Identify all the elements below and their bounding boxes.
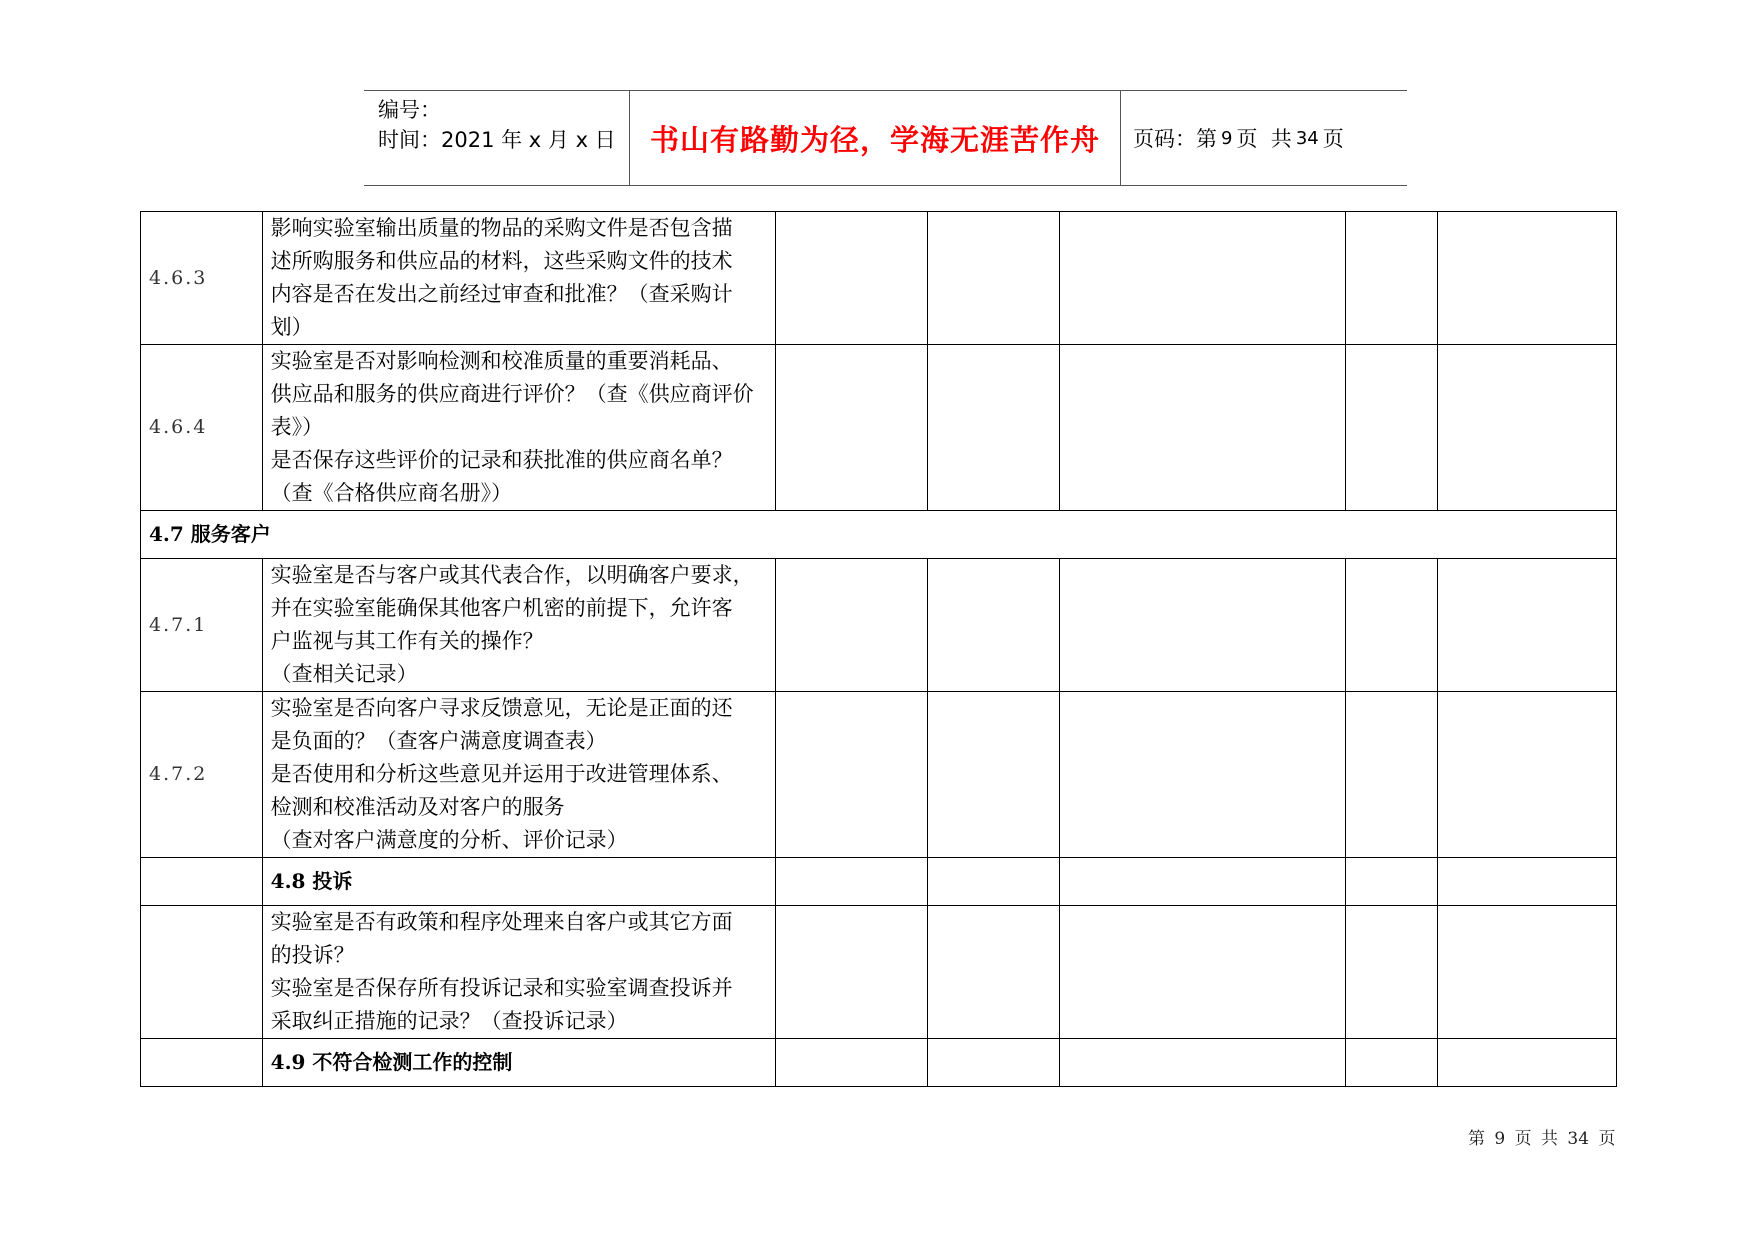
clause-text-line: 并在实验室能确保其他客户机密的前提下，允许客 [270,596,733,620]
clause-text-line: （查相关记录） [270,662,418,686]
empty-cell [1345,858,1438,906]
clause-text-line: 供应品和服务的供应商进行评价？（查《供应商评价 [270,382,754,406]
empty-cell [928,345,1060,511]
empty-cell [1438,559,1617,692]
clause-text-line: 实验室是否与客户或其代表合作，以明确客户要求， [270,563,754,587]
empty-cell [1345,345,1438,511]
empty-cell [928,212,1060,345]
clause-content [262,345,776,511]
clause-text-line: 内容是否在发出之前经过审查和批准？（查采购计 [270,282,733,306]
empty-cell [776,559,928,692]
header-meta [364,91,630,185]
clause-text-line: 表》） [270,415,324,439]
clause-code [141,1039,263,1087]
document-number-label: 编号： [378,98,441,122]
page-suffix: 页 [1322,127,1344,151]
clause-text-line: 实验室是否保存所有投诉记录和实验室调查投诉并 [270,976,733,1000]
empty-cell [1345,1039,1438,1087]
empty-cell [1059,345,1345,511]
clause-text-line: 述所购服务和供应品的材料，这些采购文件的技术 [270,249,733,273]
page-total-number: 34 [1295,127,1319,149]
table-row [141,858,1617,906]
clause-text-line: 检测和校准活动及对客户的服务 [270,795,565,819]
empty-cell [1059,1039,1345,1087]
empty-cell [1345,692,1438,858]
table-row [141,906,1617,1039]
header-page-indicator [1121,91,1407,185]
empty-cell [928,858,1060,906]
empty-cell [1438,345,1617,511]
clause-text-line: （查《合格供应商名册》） [270,481,513,505]
header-motto: 书山有路勤为径，学海无涯苦作舟 [630,91,1121,185]
empty-cell [1438,1039,1617,1087]
empty-cell [1438,906,1617,1039]
empty-cell [776,212,928,345]
clause-content [262,212,776,345]
clause-content [262,559,776,692]
clause-code: 4.6.4 [141,345,263,511]
clause-text-line: 是否保存这些评价的记录和获批准的供应商名单？ [270,448,733,472]
section-heading: 4.7 服务客户 [141,511,1617,559]
empty-cell [776,345,928,511]
empty-cell [1059,692,1345,858]
page-mid-text: 页 共 [1236,127,1292,151]
empty-cell [1438,858,1617,906]
table-row [141,345,1617,511]
empty-cell [776,858,928,906]
subsection-heading: 4.8 投诉 [262,858,776,906]
checklist-table [140,211,1617,1087]
clause-code: 4.7.1 [141,559,263,692]
clause-text-line: 实验室是否有政策和程序处理来自客户或其它方面 [270,910,733,934]
clause-text-line: 是否使用和分析这些意见并运用于改进管理体系、 [270,762,733,786]
clause-text-line: 户监视与其工作有关的操作？ [270,629,544,653]
empty-cell [1438,692,1617,858]
empty-cell [1059,858,1345,906]
table-row [141,559,1617,692]
empty-cell [1345,906,1438,1039]
page-header [364,90,1407,186]
clause-text-line: 是负面的？（查客户满意度调查表） [270,729,607,753]
clause-text-line: 实验室是否向客户寻求反馈意见，无论是正面的还 [270,696,733,720]
clause-text-line: 划） [270,315,313,339]
clause-code: 4.6.3 [141,212,263,345]
clause-code: 4.7.2 [141,692,263,858]
empty-cell [1438,212,1617,345]
table-row [141,1039,1617,1087]
empty-cell [776,1039,928,1087]
empty-cell [1345,559,1438,692]
empty-cell [776,906,928,1039]
table-row [141,511,1617,559]
empty-cell [1345,212,1438,345]
table-row [141,692,1617,858]
clause-code [141,906,263,1039]
clause-text-line: 实验室是否对影响检测和校准质量的重要消耗品、 [270,349,733,373]
document-date-label: 时间：2021 年 x 月 x 日 [378,128,616,152]
clause-text-line: （查对客户满意度的分析、评价记录） [270,828,628,852]
subsection-heading: 4.9 不符合检测工作的控制 [262,1039,776,1087]
clause-text-line: 影响实验室输出质量的物品的采购文件是否包含描 [270,216,733,240]
empty-cell [1059,906,1345,1039]
empty-cell [928,1039,1060,1087]
empty-cell [928,692,1060,858]
clause-text-line: 采取纠正措施的记录？（查投诉记录） [270,1009,628,1033]
page-prefix: 页码：第 [1133,127,1217,151]
empty-cell [1059,559,1345,692]
empty-cell [928,906,1060,1039]
page-current-number: 9 [1221,127,1233,149]
page-footer: 第 9 页 共 34 页 [1468,1129,1616,1149]
empty-cell [928,559,1060,692]
clause-content [262,692,776,858]
clause-text-line: 的投诉？ [270,943,355,967]
clause-content [262,906,776,1039]
table-row [141,212,1617,345]
empty-cell [776,692,928,858]
empty-cell [1059,212,1345,345]
clause-code [141,858,263,906]
